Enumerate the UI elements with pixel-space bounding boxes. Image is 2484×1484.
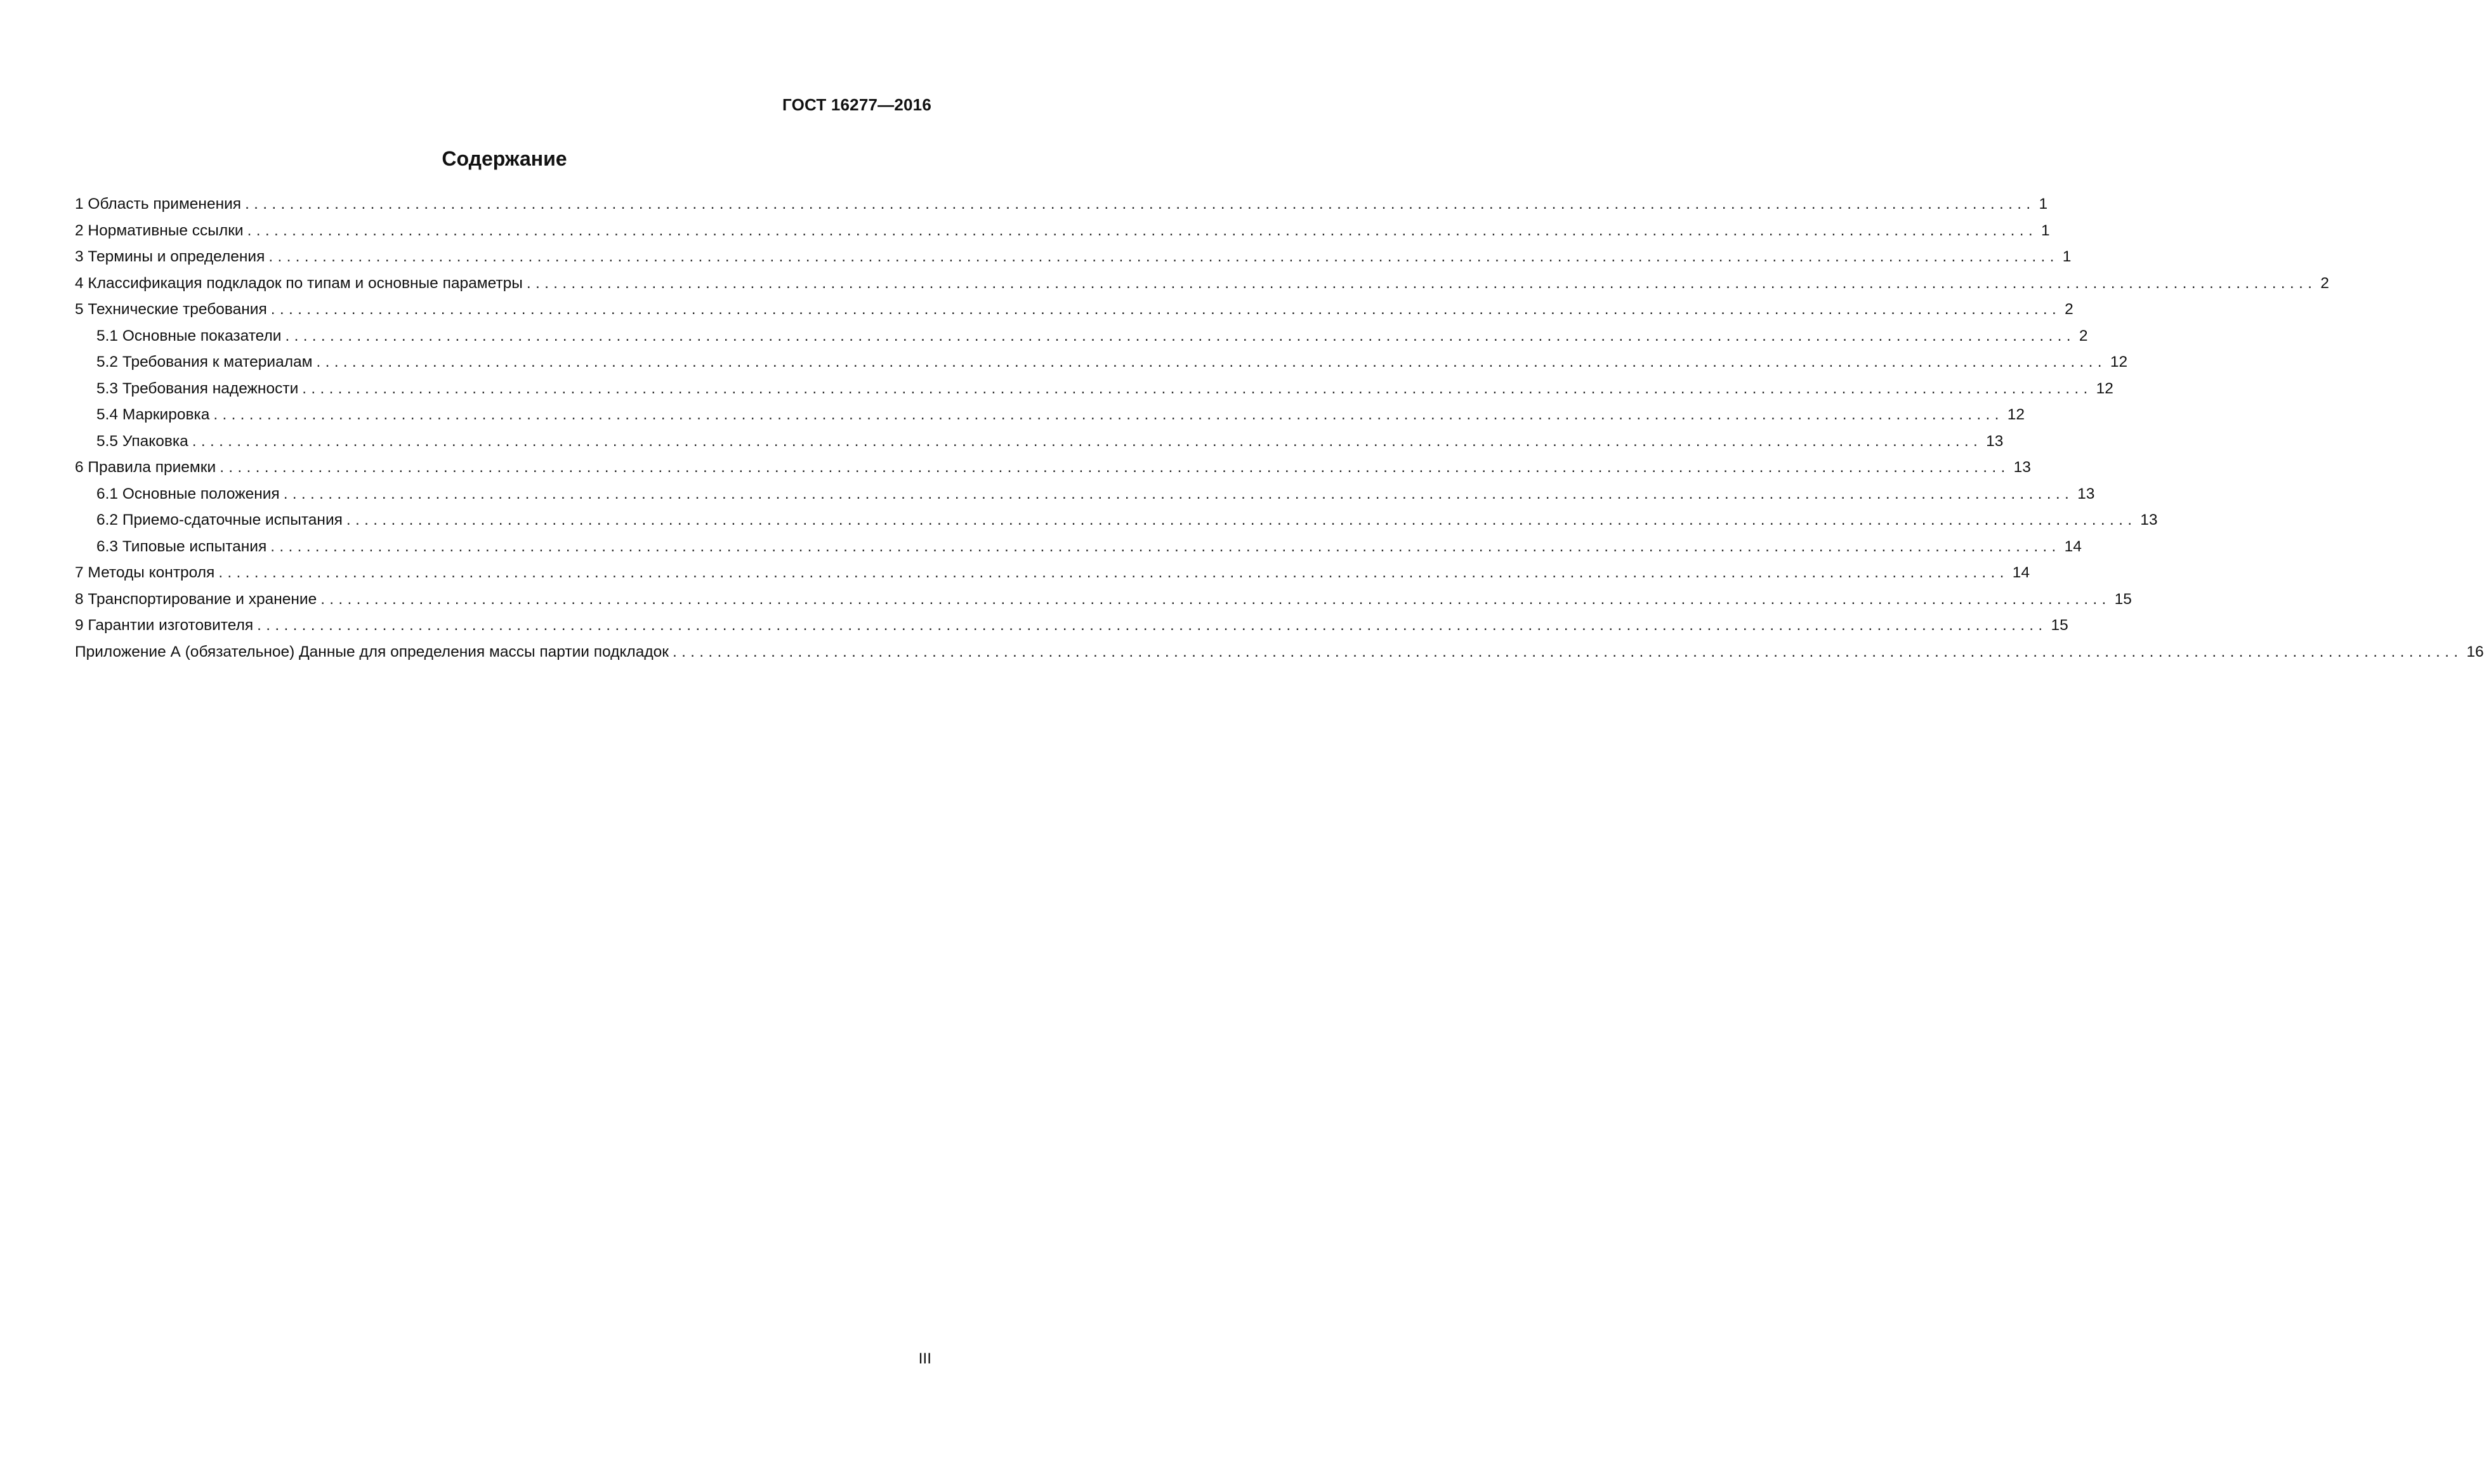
- toc-entry-page: 12: [2096, 379, 2113, 397]
- toc-entry-page: 15: [2051, 617, 2068, 634]
- toc-entry[interactable]: [75, 534, 2082, 560]
- toc-entry[interactable]: [75, 560, 2030, 586]
- toc-entry-label: 5.4 Маркировка: [96, 406, 210, 423]
- toc-entry[interactable]: [75, 402, 2025, 428]
- toc-entry[interactable]: [75, 218, 2050, 244]
- toc-entry[interactable]: [75, 244, 2072, 270]
- toc-entry[interactable]: [75, 349, 2128, 376]
- toc-entry-label: 5.1 Основные показатели: [96, 327, 282, 345]
- toc-entry-label: 5.3 Требования надежности: [96, 379, 299, 397]
- toc-entry-page: 13: [2013, 459, 2031, 476]
- toc-dot-leader: ........................................................................................................................................................................................................: [302, 379, 2093, 397]
- toc-dot-leader: ........................................................................................................................................................................................................: [672, 643, 2463, 660]
- standard-code: ГОСТ 16277—2016: [782, 95, 931, 114]
- page-number: III: [918, 1350, 931, 1367]
- toc-dot-leader: ........................................................................................................................................................................................................: [268, 248, 2059, 265]
- toc-entry-label: 6.3 Типовые испытания: [96, 537, 267, 555]
- toc-entry-page: 2: [2320, 274, 2329, 292]
- toc-entry[interactable]: [75, 481, 2095, 508]
- toc-entry-label: 7 Методы контроля: [75, 564, 215, 581]
- toc-dot-leader: ........................................................................................................................................................................................................: [283, 485, 2074, 502]
- toc-entry-page: 2: [2065, 301, 2073, 318]
- toc-dot-leader: ........................................................................................................................................................................................................: [270, 537, 2061, 555]
- toc-entry-label: 4 Классификация подкладок по типам и основные параметры: [75, 274, 523, 292]
- toc-entry[interactable]: [75, 428, 2004, 455]
- toc-entry-page: 12: [2007, 406, 2025, 423]
- toc-title: Содержание: [442, 147, 567, 170]
- toc-dot-leader: ........................................................................................................................................................................................................: [245, 195, 2035, 213]
- toc-dot-leader: ........................................................................................................................................................................................................: [270, 301, 2061, 318]
- toc-entry-label: 6.2 Приемо-сдаточные испытания: [96, 511, 343, 529]
- toc-dot-leader: ........................................................................................................................................................................................................: [213, 406, 2004, 423]
- table-of-contents: [75, 191, 2484, 665]
- toc-entry-label: 9 Гарантии изготовителя: [75, 617, 254, 634]
- toc-dot-leader: ........................................................................................................................................................................................................: [218, 564, 2009, 581]
- toc-entry[interactable]: [75, 296, 2073, 323]
- toc-entry-page: 16: [2466, 643, 2484, 660]
- toc-entry-page: 2: [2079, 327, 2088, 345]
- toc-dot-leader: ........................................................................................................................................................................................................: [257, 617, 2047, 634]
- toc-dot-leader: ........................................................................................................................................................................................................: [285, 327, 2075, 345]
- toc-entry-page: 14: [2064, 537, 2082, 555]
- toc-entry-label: 6 Правила приемки: [75, 459, 216, 476]
- toc-entry-page: 13: [1986, 432, 2004, 450]
- toc-entry-page: 14: [2012, 564, 2030, 581]
- toc-entry-label: 5 Технические требования: [75, 301, 267, 318]
- toc-entry[interactable]: [75, 586, 2132, 613]
- toc-dot-leader: ........................................................................................................................................................................................................: [346, 511, 2137, 529]
- toc-entry-label: 8 Транспортирование и хранение: [75, 590, 317, 608]
- toc-entry-page: 15: [2114, 590, 2132, 608]
- toc-entry[interactable]: [75, 191, 2048, 218]
- toc-entry[interactable]: [75, 323, 2088, 350]
- toc-entry[interactable]: [75, 507, 2158, 534]
- toc-dot-leader: ........................................................................................................................................................................................................: [320, 590, 2111, 608]
- toc-entry-page: 1: [2041, 221, 2050, 239]
- toc-entry-page: 1: [2039, 195, 2048, 213]
- toc-entry-page: 13: [2140, 511, 2158, 529]
- toc-entry-label: 1 Область применения: [75, 195, 242, 213]
- toc-entry-page: 12: [2110, 353, 2128, 371]
- toc-entry-label: 2 Нормативные ссылки: [75, 221, 244, 239]
- toc-entry[interactable]: [75, 639, 2484, 666]
- toc-entry-label: 6.1 Основные положения: [96, 485, 280, 502]
- toc-dot-leader: ........................................................................................................................................................................................................: [316, 353, 2106, 371]
- toc-entry[interactable]: [75, 454, 2031, 481]
- toc-entry-label: 3 Термины и определения: [75, 248, 265, 265]
- toc-entry-page: 1: [2062, 248, 2072, 265]
- toc-dot-leader: ........................................................................................................................................................................................................: [192, 432, 1983, 450]
- toc-dot-leader: ........................................................................................................................................................................................................: [526, 274, 2317, 292]
- toc-entry-label: 5.5 Упаковка: [96, 432, 188, 450]
- toc-entry-label: Приложение А (обязательное) Данные для определения массы партии подкладок: [75, 643, 669, 660]
- toc-entry[interactable]: [75, 612, 2068, 639]
- toc-entry-page: 13: [2077, 485, 2095, 502]
- toc-entry[interactable]: [75, 376, 2113, 402]
- toc-dot-leader: ........................................................................................................................................................................................................: [247, 221, 2037, 239]
- toc-entry[interactable]: [75, 270, 2329, 297]
- toc-dot-leader: ........................................................................................................................................................................................................: [220, 459, 2010, 476]
- toc-entry-label: 5.2 Требования к материалам: [96, 353, 313, 371]
